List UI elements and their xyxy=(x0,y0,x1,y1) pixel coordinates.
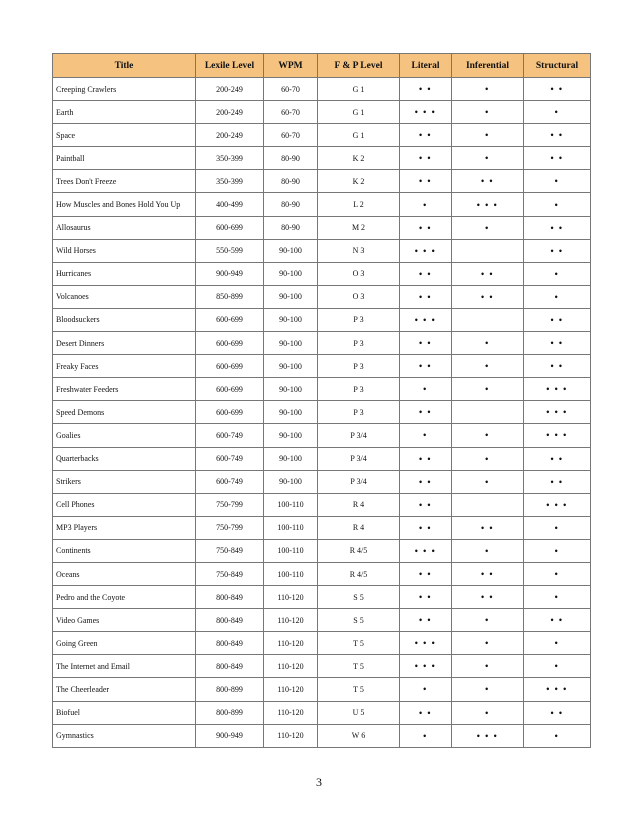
table-row xyxy=(53,678,591,701)
wpm-cell: 90-100 xyxy=(264,470,318,493)
structural-cell: • • • xyxy=(524,424,591,447)
inferential-cell: • xyxy=(452,78,524,101)
lexile-cell: 800-849 xyxy=(196,632,264,655)
title-cell: Oceans xyxy=(53,562,196,585)
structural-cell: • • xyxy=(524,216,591,239)
table-row xyxy=(53,562,591,585)
structural-cell: • • • xyxy=(524,678,591,701)
fp-level-cell: R 4/5 xyxy=(318,562,400,585)
title-cell: The Internet and Email xyxy=(53,655,196,678)
table-row xyxy=(53,424,591,447)
fp-level-cell: T 5 xyxy=(318,678,400,701)
inferential-cell: • xyxy=(452,355,524,378)
lexile-cell: 600-699 xyxy=(196,401,264,424)
title-cell: Freaky Faces xyxy=(53,355,196,378)
title-cell: The Cheerleader xyxy=(53,678,196,701)
title-cell: Speed Demons xyxy=(53,401,196,424)
inferential-cell xyxy=(452,308,524,331)
wpm-cell: 90-100 xyxy=(264,447,318,470)
table-body xyxy=(53,78,591,748)
title-cell: Pedro and the Coyote xyxy=(53,586,196,609)
fp-level-cell: P 3 xyxy=(318,355,400,378)
wpm-cell: 80-90 xyxy=(264,147,318,170)
inferential-cell: • xyxy=(452,539,524,562)
title-cell: Gymnastics xyxy=(53,724,196,747)
inferential-cell: • • xyxy=(452,516,524,539)
inferential-cell xyxy=(452,401,524,424)
table-row xyxy=(53,493,591,516)
inferential-cell: • xyxy=(452,655,524,678)
fp-level-cell: G 1 xyxy=(318,78,400,101)
wpm-cell: 60-70 xyxy=(264,101,318,124)
inferential-cell: • xyxy=(452,101,524,124)
structural-cell: • • xyxy=(524,124,591,147)
structural-cell: • xyxy=(524,724,591,747)
fp-level-cell: R 4/5 xyxy=(318,539,400,562)
lexile-cell: 800-849 xyxy=(196,609,264,632)
table-row xyxy=(53,701,591,724)
table-row xyxy=(53,308,591,331)
title-cell: Goalies xyxy=(53,424,196,447)
literal-cell: • • xyxy=(400,493,452,516)
literal-cell: • xyxy=(400,378,452,401)
lexile-cell: 750-849 xyxy=(196,562,264,585)
lexile-cell: 600-699 xyxy=(196,355,264,378)
literal-cell: • xyxy=(400,724,452,747)
wpm-cell: 80-90 xyxy=(264,193,318,216)
wpm-cell: 100-110 xyxy=(264,562,318,585)
title-cell: Paintball xyxy=(53,147,196,170)
inferential-cell: • xyxy=(452,447,524,470)
table-row xyxy=(53,147,591,170)
wpm-cell: 100-110 xyxy=(264,516,318,539)
structural-cell: • • xyxy=(524,147,591,170)
lexile-cell: 200-249 xyxy=(196,101,264,124)
fp-level-cell: P 3 xyxy=(318,332,400,355)
inferential-cell: • xyxy=(452,609,524,632)
literal-cell: • • xyxy=(400,447,452,470)
table-header-row xyxy=(53,54,591,78)
table-row xyxy=(53,216,591,239)
fp-level-cell: P 3 xyxy=(318,401,400,424)
lexile-cell: 600-699 xyxy=(196,378,264,401)
lexile-cell: 600-699 xyxy=(196,308,264,331)
title-cell: Allosaurus xyxy=(53,216,196,239)
lexile-cell: 850-899 xyxy=(196,285,264,308)
title-cell: Wild Horses xyxy=(53,239,196,262)
fp-level-cell: O 3 xyxy=(318,285,400,308)
inferential-cell: • • • xyxy=(452,724,524,747)
fp-level-cell: R 4 xyxy=(318,516,400,539)
fp-level-cell: O 3 xyxy=(318,262,400,285)
literal-cell: • • • xyxy=(400,101,452,124)
structural-cell: • xyxy=(524,586,591,609)
table-row xyxy=(53,332,591,355)
structural-cell: • • xyxy=(524,701,591,724)
structural-cell: • xyxy=(524,193,591,216)
table-row xyxy=(53,78,591,101)
wpm-cell: 110-120 xyxy=(264,678,318,701)
title-cell: Earth xyxy=(53,101,196,124)
structural-cell: • xyxy=(524,285,591,308)
wpm-cell: 110-120 xyxy=(264,609,318,632)
page-number: 3 xyxy=(316,775,322,789)
structural-cell: • • xyxy=(524,239,591,262)
inferential-cell: • xyxy=(452,470,524,493)
literal-cell: • • xyxy=(400,516,452,539)
literal-cell: • • xyxy=(400,332,452,355)
wpm-cell: 100-110 xyxy=(264,493,318,516)
literal-cell: • • xyxy=(400,586,452,609)
inferential-cell: • • xyxy=(452,562,524,585)
lexile-cell: 750-849 xyxy=(196,539,264,562)
table-row xyxy=(53,262,591,285)
table-row xyxy=(53,470,591,493)
title-cell: How Muscles and Bones Hold You Up xyxy=(53,193,196,216)
inferential-cell: • xyxy=(452,332,524,355)
structural-cell: • xyxy=(524,516,591,539)
table-row xyxy=(53,609,591,632)
inferential-cell xyxy=(452,493,524,516)
fp-level-cell: P 3/4 xyxy=(318,447,400,470)
reading-levels-table xyxy=(52,53,591,748)
literal-cell: • • xyxy=(400,401,452,424)
lexile-cell: 600-749 xyxy=(196,424,264,447)
literal-cell: • • xyxy=(400,609,452,632)
structural-cell: • • • xyxy=(524,378,591,401)
table-row xyxy=(53,285,591,308)
structural-cell: • xyxy=(524,562,591,585)
wpm-cell: 90-100 xyxy=(264,332,318,355)
lexile-cell: 750-799 xyxy=(196,516,264,539)
table-row xyxy=(53,239,591,262)
table-row xyxy=(53,632,591,655)
literal-cell: • • xyxy=(400,124,452,147)
lexile-cell: 900-949 xyxy=(196,262,264,285)
title-cell: Video Games xyxy=(53,609,196,632)
wpm-cell: 80-90 xyxy=(264,216,318,239)
inferential-cell: • • • xyxy=(452,193,524,216)
header-structural: Structural xyxy=(524,54,591,78)
table-row xyxy=(53,516,591,539)
fp-level-cell: T 5 xyxy=(318,655,400,678)
literal-cell: • • xyxy=(400,262,452,285)
inferential-cell: • xyxy=(452,378,524,401)
literal-cell: • • xyxy=(400,147,452,170)
header-lexile-level: Lexile Level xyxy=(196,54,264,78)
title-cell: Volcanoes xyxy=(53,285,196,308)
inferential-cell: • • xyxy=(452,285,524,308)
inferential-cell: • xyxy=(452,678,524,701)
literal-cell: • xyxy=(400,193,452,216)
fp-level-cell: P 3 xyxy=(318,308,400,331)
wpm-cell: 90-100 xyxy=(264,285,318,308)
literal-cell: • • • xyxy=(400,239,452,262)
header-literal: Literal xyxy=(400,54,452,78)
literal-cell: • • xyxy=(400,170,452,193)
literal-cell: • • xyxy=(400,355,452,378)
wpm-cell: 80-90 xyxy=(264,170,318,193)
wpm-cell: 110-120 xyxy=(264,586,318,609)
literal-cell: • • xyxy=(400,78,452,101)
title-cell: Strikers xyxy=(53,470,196,493)
structural-cell: • • xyxy=(524,332,591,355)
inferential-cell xyxy=(452,239,524,262)
title-cell: Going Green xyxy=(53,632,196,655)
wpm-cell: 90-100 xyxy=(264,262,318,285)
table-row xyxy=(53,655,591,678)
structural-cell: • • • xyxy=(524,493,591,516)
table-row xyxy=(53,355,591,378)
table-row xyxy=(53,101,591,124)
title-cell: Desert Dinners xyxy=(53,332,196,355)
lexile-cell: 350-399 xyxy=(196,170,264,193)
table-row xyxy=(53,170,591,193)
fp-level-cell: N 3 xyxy=(318,239,400,262)
table-row xyxy=(53,724,591,747)
literal-cell: • xyxy=(400,424,452,447)
header-inferential: Inferential xyxy=(452,54,524,78)
wpm-cell: 110-120 xyxy=(264,701,318,724)
inferential-cell: • • xyxy=(452,262,524,285)
literal-cell: • • xyxy=(400,562,452,585)
structural-cell: • • xyxy=(524,355,591,378)
wpm-cell: 90-100 xyxy=(264,378,318,401)
lexile-cell: 900-949 xyxy=(196,724,264,747)
inferential-cell: • xyxy=(452,424,524,447)
table-row xyxy=(53,401,591,424)
fp-level-cell: G 1 xyxy=(318,101,400,124)
inferential-cell: • • xyxy=(452,170,524,193)
structural-cell: • xyxy=(524,632,591,655)
fp-level-cell: G 1 xyxy=(318,124,400,147)
structural-cell: • xyxy=(524,655,591,678)
literal-cell: • • • xyxy=(400,632,452,655)
inferential-cell: • xyxy=(452,701,524,724)
lexile-cell: 600-699 xyxy=(196,332,264,355)
literal-cell: • • xyxy=(400,216,452,239)
lexile-cell: 800-899 xyxy=(196,678,264,701)
fp-level-cell: W 6 xyxy=(318,724,400,747)
wpm-cell: 90-100 xyxy=(264,424,318,447)
structural-cell: • • xyxy=(524,470,591,493)
header-wpm: WPM xyxy=(264,54,318,78)
table-row xyxy=(53,447,591,470)
wpm-cell: 90-100 xyxy=(264,401,318,424)
wpm-cell: 60-70 xyxy=(264,78,318,101)
wpm-cell: 60-70 xyxy=(264,124,318,147)
title-cell: Hurricanes xyxy=(53,262,196,285)
lexile-cell: 800-899 xyxy=(196,701,264,724)
inferential-cell: • xyxy=(452,124,524,147)
literal-cell: • • xyxy=(400,701,452,724)
fp-level-cell: S 5 xyxy=(318,609,400,632)
lexile-cell: 350-399 xyxy=(196,147,264,170)
literal-cell: • • • xyxy=(400,655,452,678)
table-row xyxy=(53,193,591,216)
fp-level-cell: L 2 xyxy=(318,193,400,216)
wpm-cell: 90-100 xyxy=(264,308,318,331)
title-cell: Trees Don't Freeze xyxy=(53,170,196,193)
structural-cell: • • • xyxy=(524,401,591,424)
table-row xyxy=(53,586,591,609)
fp-level-cell: T 5 xyxy=(318,632,400,655)
structural-cell: • • xyxy=(524,308,591,331)
title-cell: Biofuel xyxy=(53,701,196,724)
structural-cell: • xyxy=(524,539,591,562)
fp-level-cell: K 2 xyxy=(318,147,400,170)
structural-cell: • • xyxy=(524,78,591,101)
wpm-cell: 110-120 xyxy=(264,632,318,655)
title-cell: Quarterbacks xyxy=(53,447,196,470)
structural-cell: • • xyxy=(524,447,591,470)
lexile-cell: 200-249 xyxy=(196,124,264,147)
structural-cell: • xyxy=(524,101,591,124)
wpm-cell: 110-120 xyxy=(264,655,318,678)
inferential-cell: • • xyxy=(452,586,524,609)
fp-level-cell: M 2 xyxy=(318,216,400,239)
wpm-cell: 90-100 xyxy=(264,239,318,262)
fp-level-cell: R 4 xyxy=(318,493,400,516)
inferential-cell: • xyxy=(452,216,524,239)
fp-level-cell: P 3/4 xyxy=(318,424,400,447)
literal-cell: • xyxy=(400,678,452,701)
title-cell: Cell Phones xyxy=(53,493,196,516)
fp-level-cell: P 3 xyxy=(318,378,400,401)
fp-level-cell: U 5 xyxy=(318,701,400,724)
literal-cell: • • xyxy=(400,285,452,308)
literal-cell: • • • xyxy=(400,539,452,562)
wpm-cell: 90-100 xyxy=(264,355,318,378)
literal-cell: • • xyxy=(400,470,452,493)
table-row xyxy=(53,124,591,147)
lexile-cell: 800-849 xyxy=(196,655,264,678)
lexile-cell: 800-849 xyxy=(196,586,264,609)
title-cell: Freshwater Feeders xyxy=(53,378,196,401)
structural-cell: • xyxy=(524,170,591,193)
table-row xyxy=(53,378,591,401)
fp-level-cell: S 5 xyxy=(318,586,400,609)
table-row xyxy=(53,539,591,562)
title-cell: Space xyxy=(53,124,196,147)
header-title: Title xyxy=(53,54,196,78)
lexile-cell: 600-749 xyxy=(196,447,264,470)
structural-cell: • xyxy=(524,262,591,285)
title-cell: MP3 Players xyxy=(53,516,196,539)
title-cell: Bloodsuckers xyxy=(53,308,196,331)
fp-level-cell: P 3/4 xyxy=(318,470,400,493)
wpm-cell: 110-120 xyxy=(264,724,318,747)
lexile-cell: 600-749 xyxy=(196,470,264,493)
lexile-cell: 600-699 xyxy=(196,216,264,239)
structural-cell: • • xyxy=(524,609,591,632)
literal-cell: • • • xyxy=(400,308,452,331)
lexile-cell: 400-499 xyxy=(196,193,264,216)
lexile-cell: 750-799 xyxy=(196,493,264,516)
wpm-cell: 100-110 xyxy=(264,539,318,562)
lexile-cell: 200-249 xyxy=(196,78,264,101)
inferential-cell: • xyxy=(452,632,524,655)
title-cell: Creeping Crawlers xyxy=(53,78,196,101)
header-fp-level: F & P Level xyxy=(318,54,400,78)
lexile-cell: 550-599 xyxy=(196,239,264,262)
fp-level-cell: K 2 xyxy=(318,170,400,193)
inferential-cell: • xyxy=(452,147,524,170)
title-cell: Continents xyxy=(53,539,196,562)
